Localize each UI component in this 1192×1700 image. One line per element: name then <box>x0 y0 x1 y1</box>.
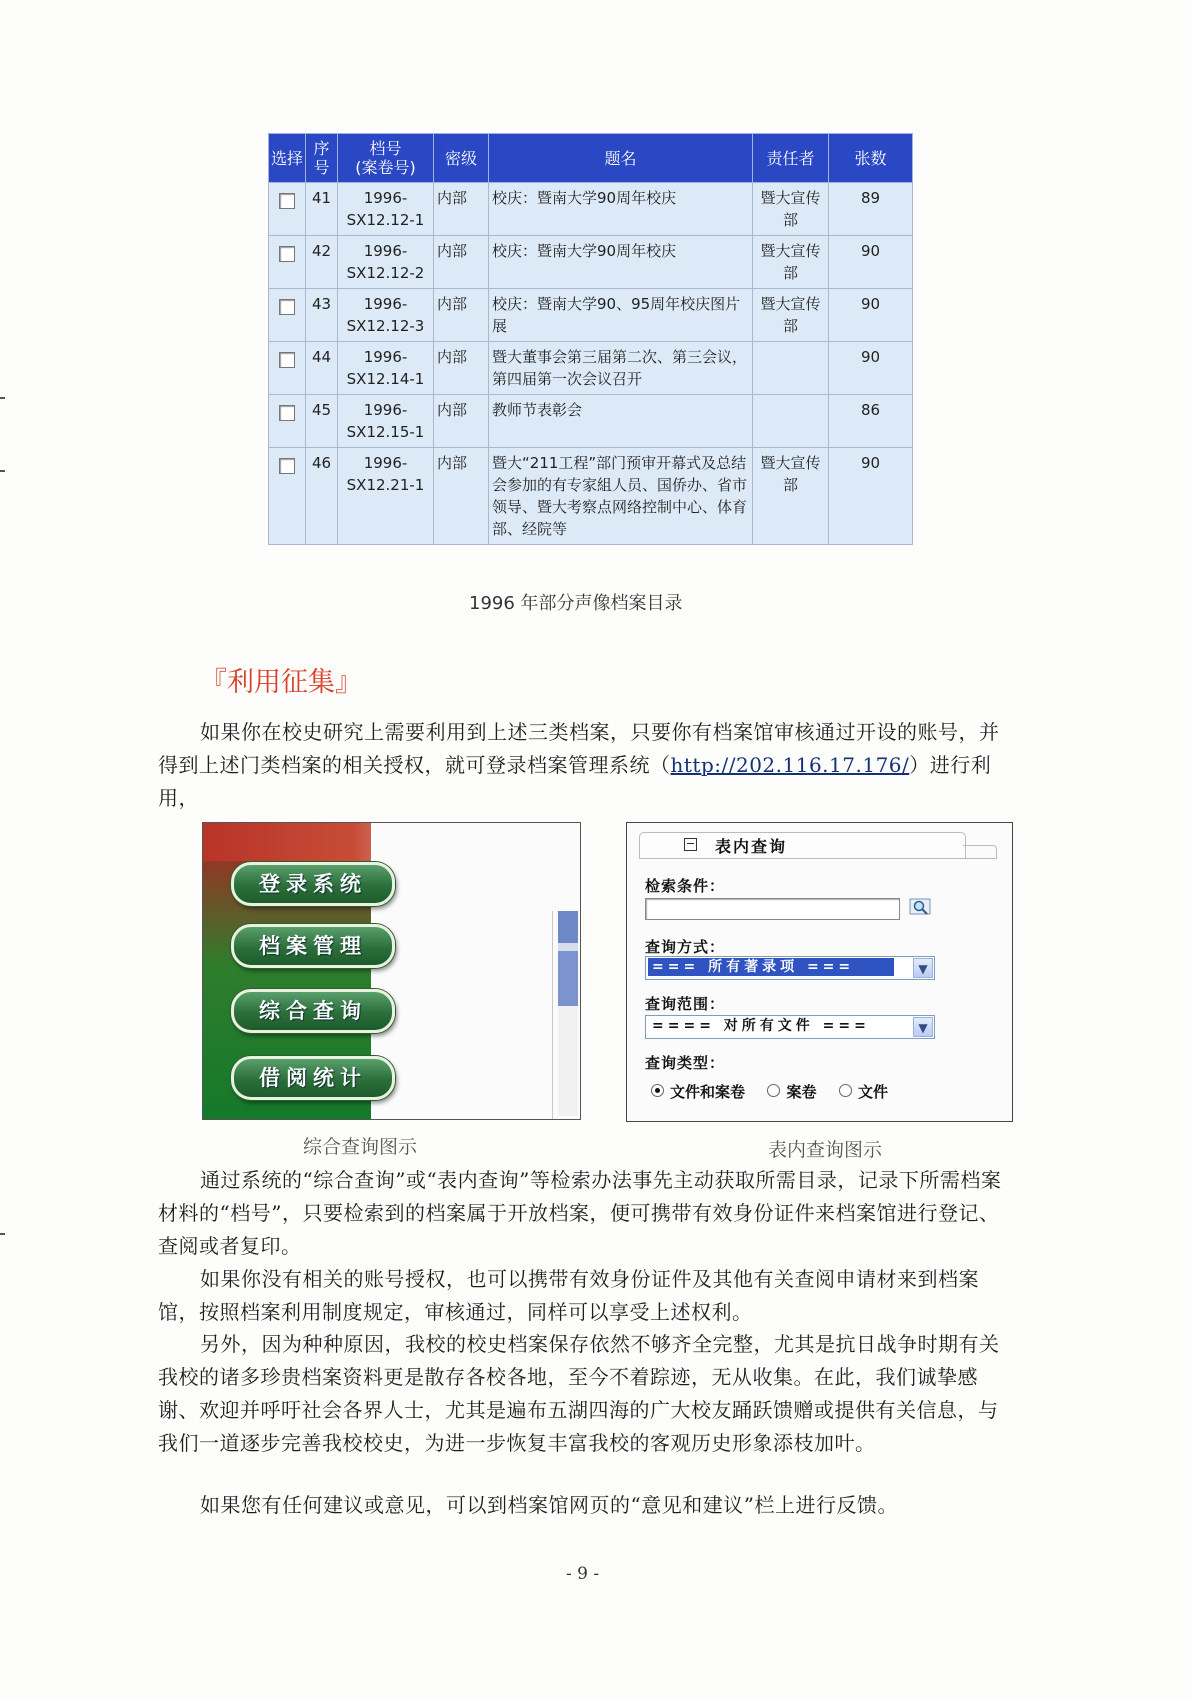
col-header-security: 密级 <box>434 134 489 183</box>
chevron-down-icon[interactable]: ▼ <box>913 1017 933 1037</box>
file-no-line1: 1996- <box>363 454 408 472</box>
seq-cell: 43 <box>306 289 338 342</box>
row-checkbox[interactable] <box>279 458 295 474</box>
comprehensive-query-caption: 综合查询图示 <box>303 1136 418 1158</box>
panel-tab-edge <box>963 845 997 859</box>
sheets-cell: 89 <box>829 183 913 236</box>
sheets-cell: 90 <box>829 342 913 395</box>
select-cell <box>269 289 306 342</box>
radio-label: 文件和案卷 <box>670 1083 746 1101</box>
file-no-cell <box>338 448 434 545</box>
margin-mark <box>0 1233 5 1235</box>
row-checkbox[interactable] <box>279 193 295 209</box>
security-cell: 内部 <box>434 395 489 448</box>
file-no-cell <box>338 342 434 395</box>
title-cell: 校庆：暨南大学90周年校庆 <box>489 183 753 236</box>
radio-label: 案卷 <box>786 1083 817 1101</box>
sheets-cell: 90 <box>829 236 913 289</box>
title-cell: 暨大董事会第三届第二次、第三会议，第四届第一次会议召开 <box>489 342 753 395</box>
table-row <box>269 183 913 236</box>
row-checkbox[interactable] <box>279 246 295 262</box>
comprehensive-query-screenshot <box>202 822 581 1120</box>
file-no-line1: 1996- <box>363 295 408 313</box>
responsible-cell: 暨大宣传部 <box>753 236 829 289</box>
select-cell <box>269 342 306 395</box>
security-cell: 内部 <box>434 342 489 395</box>
security-cell: 内部 <box>434 236 489 289</box>
seq-cell: 41 <box>306 183 338 236</box>
paragraph-retrieval: 通过系统的“综合查询”或“表内查询”等检索办法事先主动获取所需目录，记录下所需档案材料的“档号”，只要检索到的档案属于开放档案，便可携带有效身份证件来档案馆进行登记、查阅或者复印。 <box>158 1168 1002 1258</box>
table-caption: 1996 年部分声像档案目录 <box>469 593 683 614</box>
file-no-line2: SX12.21-1 <box>346 476 425 494</box>
query-method-label: 查询方式： <box>645 938 726 956</box>
query-type-label: 查询类型： <box>645 1054 726 1072</box>
radio-files-and-volumes[interactable] <box>651 1084 664 1097</box>
table-header-row <box>269 134 913 183</box>
col-header-seq: 序号 <box>306 134 338 183</box>
archive-catalog-table <box>268 133 913 545</box>
sheets-cell: 90 <box>829 448 913 545</box>
select-cell <box>269 183 306 236</box>
scrollbar[interactable] <box>558 911 578 1116</box>
query-range-select[interactable] <box>645 1015 935 1039</box>
col-header-file-no-line1: 档号 <box>369 139 402 158</box>
file-no-line2: SX12.12-3 <box>346 317 425 335</box>
paragraph-usage-tail: ）进行利用， <box>158 753 992 810</box>
query-method-value: === 所有著录项 === <box>648 958 894 976</box>
file-no-cell <box>338 289 434 342</box>
paragraph-no-account: 如果你没有相关的账号授权，也可以携带有效身份证件及其他有关查阅申请材来到档案馆，按照档案利用制度规定，审核通过，同样可以享受上述权利。 <box>158 1267 979 1324</box>
table-row <box>269 395 913 448</box>
select-cell <box>269 448 306 545</box>
col-header-title: 题名 <box>489 134 753 183</box>
row-checkbox[interactable] <box>279 405 295 421</box>
paragraph-usage-text: 如果你在校史研究上需要利用到上述三类档案，只要你有档案馆审核通过开设的账号，并得到上述门类档案的相关授权，就可登录档案管理系统（ <box>158 720 1000 777</box>
file-no-line2: SX12.14-1 <box>346 370 425 388</box>
table-row <box>269 236 913 289</box>
radio-volumes[interactable] <box>767 1084 780 1097</box>
margin-mark <box>0 470 5 472</box>
archive-system-link[interactable]: http://202.116.17.176/ <box>670 753 910 777</box>
file-no-cell <box>338 395 434 448</box>
paragraph-feedback: 如果您有任何建议或意见，可以到档案馆网页的“意见和建议”栏上进行反馈。 <box>200 1493 898 1517</box>
col-header-responsible: 责任者 <box>753 134 829 183</box>
archive-management-button[interactable]: 档案管理 <box>231 924 395 968</box>
in-table-query-screenshot <box>626 822 1013 1122</box>
file-no-line2: SX12.12-2 <box>346 264 425 282</box>
content-pane <box>371 823 580 1119</box>
sheets-cell: 86 <box>829 395 913 448</box>
query-range-label: 查询范围： <box>645 995 726 1013</box>
file-no-line1: 1996- <box>363 242 408 260</box>
responsible-cell: 暨大宣传部 <box>753 289 829 342</box>
responsible-cell <box>753 342 829 395</box>
file-no-line1: 1996- <box>363 401 408 419</box>
col-header-file-no-line2: (案卷号) <box>355 158 416 177</box>
in-table-query-caption: 表内查询图示 <box>768 1139 883 1161</box>
col-header-file-no <box>338 134 434 183</box>
page-number: - 9 - <box>566 1564 600 1584</box>
file-no-line2: SX12.12-1 <box>346 211 425 229</box>
search-condition-label: 检索条件： <box>645 877 726 895</box>
radio-files[interactable] <box>839 1084 852 1097</box>
title-cell: 校庆：暨南大学90周年校庆 <box>489 236 753 289</box>
table-row <box>269 289 913 342</box>
security-cell: 内部 <box>434 289 489 342</box>
panel-title: 表内查询 <box>715 837 788 856</box>
section-heading: 『利用征集』 <box>200 667 362 698</box>
table-row <box>269 448 913 545</box>
paragraph-collection: 另外，因为种种原因，我校的校史档案保存依然不够齐全完整，尤其是抗日战争时期有关我校的诸多珍贵档案资料更是散存各校各地，至今不着踪迹，无从收集。在此，我们诚挚感谢、欢迎并呼吁社会各界人士，尤其是遍布五湖四海的广大校友踊跃馈赠或提供有关信息，与我们一道逐步完善我校校史，为进一步恢复丰富我校的客观历史形象添枝加叶。 <box>158 1332 1000 1455</box>
file-no-line1: 1996- <box>363 348 408 366</box>
search-condition-input[interactable] <box>645 898 900 920</box>
responsible-cell <box>753 395 829 448</box>
title-cell: 暨大“211工程”部门预审开幕式及总结会参加的有专家組人员、国侨办、省市领导、暨大考察点网络控制中心、体育部、经院等 <box>489 448 753 545</box>
select-cell <box>269 236 306 289</box>
file-no-cell <box>338 236 434 289</box>
seq-cell: 42 <box>306 236 338 289</box>
query-range-value: ==== 对所有文件 === <box>652 1018 870 1034</box>
search-icon[interactable] <box>909 897 933 917</box>
file-no-cell <box>338 183 434 236</box>
security-cell: 内部 <box>434 448 489 545</box>
row-checkbox[interactable] <box>279 352 295 368</box>
security-cell: 内部 <box>434 183 489 236</box>
row-checkbox[interactable] <box>279 299 295 315</box>
file-no-line2: SX12.15-1 <box>346 423 425 441</box>
query-type-radio-group <box>651 1081 888 1102</box>
responsible-cell: 暨大宣传部 <box>753 448 829 545</box>
seq-cell: 44 <box>306 342 338 395</box>
panel-tab-line <box>639 858 997 859</box>
title-cell: 校庆：暨南大学90、95周年校庆图片展 <box>489 289 753 342</box>
seq-cell: 45 <box>306 395 338 448</box>
query-method-select[interactable] <box>645 956 935 980</box>
table-row <box>269 342 913 395</box>
file-no-line1: 1996- <box>363 189 408 207</box>
collapse-icon[interactable]: − <box>685 837 696 850</box>
radio-label: 文件 <box>857 1083 888 1101</box>
login-system-button[interactable]: 登录系统 <box>231 862 395 906</box>
seq-cell: 46 <box>306 448 338 545</box>
chevron-down-icon[interactable]: ▼ <box>913 958 933 978</box>
select-cell <box>269 395 306 448</box>
comprehensive-query-button[interactable]: 综合查询 <box>231 989 395 1033</box>
borrowing-statistics-button[interactable]: 借阅统计 <box>231 1056 395 1100</box>
col-header-select: 选择 <box>269 134 306 183</box>
responsible-cell: 暨大宣传部 <box>753 183 829 236</box>
title-cell: 教师节表彰会 <box>489 395 753 448</box>
col-header-sheets: 张数 <box>829 134 913 183</box>
paragraph-usage <box>158 716 1015 815</box>
divider <box>552 911 553 1119</box>
sheets-cell: 90 <box>829 289 913 342</box>
margin-mark <box>0 397 5 399</box>
